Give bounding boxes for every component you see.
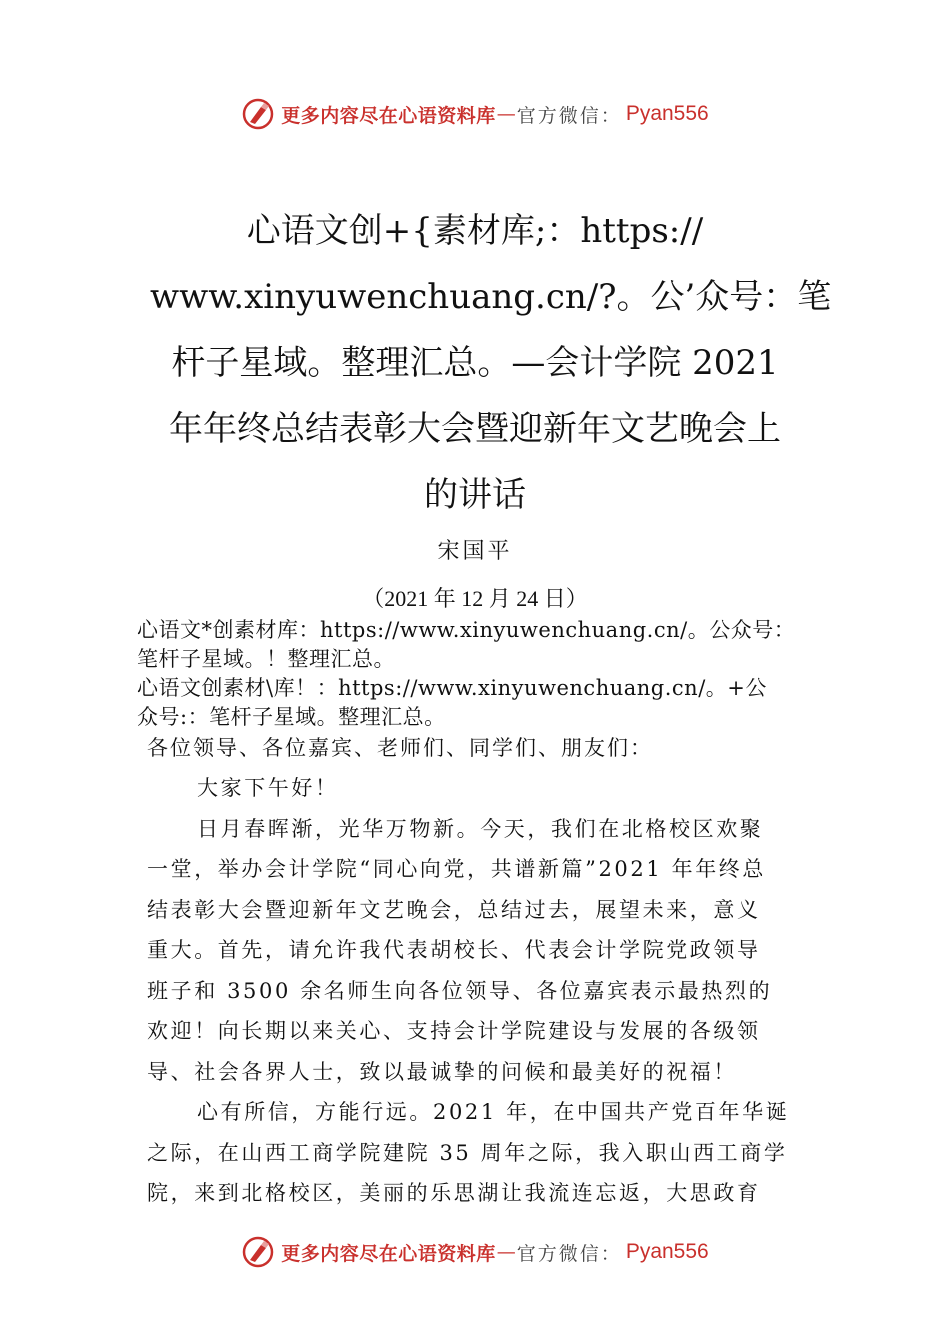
document-title [150,198,832,528]
banner-dash: — [496,103,516,125]
pen-nib-circle-icon [241,1235,275,1269]
body-line: 心有所信，方能行远。2021 年，在中国共产党百年华诞 [197,1100,790,1124]
pen-nib-circle-icon [241,97,275,131]
ad-line: 众号:：笔杆子星域。整理汇总。 [137,705,446,729]
banner-site-name: 更多内容尽在心语资料库 [281,104,496,127]
title-line: 杆子星域。整理汇总。—会计学院 2021 [171,343,779,383]
body-line: 大家下午好！ [197,776,339,800]
banner-wechat-id: Pyan556 [625,102,709,125]
salutation: 各位领导、各位嘉宾、老师们、同学们、朋友们： [147,736,653,760]
banner-site-name: 更多内容尽在心语资料库 [281,1242,496,1265]
title-line: 的讲话 [424,475,526,515]
banner-wechat-label: 官方微信： [516,104,622,127]
ad-block-1 [137,616,857,674]
title-line: www.xinyuwenchuang.cn/?。公’众号：笔 [150,277,832,317]
body-line: 一堂，举办会计学院“同心向党，共谱新篇”2021 年年终总 [147,857,766,881]
body-line: 结表彰大会暨迎新年文艺晚会，总结过去，展望未来，意义 [147,897,761,922]
banner-wechat-id: Pyan556 [625,1240,709,1263]
footer-banner [0,1232,950,1272]
ad-line: 心语文*创素材库：https://www.xinyuwenchuang.cn/。公众号： [137,618,796,642]
author-name: 宋国平 [437,539,513,564]
body-line: 日月春晖渐，光华万物新。今天，我们在北格校区欢聚 [197,816,764,841]
body-line: 欢迎！向长期以来关心、支持会计学院建设与发展的各级领 [147,1019,761,1043]
ad-line: 心语文创素材\库！：https://www.xinyuwenchuang.cn/。+公 [137,676,767,700]
header-banner [0,94,950,134]
ad-block-2 [137,674,857,732]
title-line: 年年终总结表彰大会暨迎新年文艺晚会上 [169,409,781,449]
body-line: 之际，在山西工商学院建院 35 周年之际，我入职山西工商学 [147,1140,788,1165]
body-line: 院，来到北格校区，美丽的乐思湖让我流连忘返，大思政育 [147,1181,761,1205]
body-line: 重大。首先，请允许我代表胡校长、代表会计学院党政领导 [147,938,761,962]
body-line: 导、社会各界人士，致以最诚挚的问候和最美好的祝福！ [147,1059,737,1084]
banner-wechat-label: 官方微信： [516,1242,622,1265]
banner-dash: — [496,1241,516,1263]
title-line: 心语文创+{素材库;：https:// [246,211,704,251]
ad-line: 笔杆子星域。！整理汇总。 [137,647,395,671]
body-line: 班子和 3500 余名师生向各位领导、各位嘉宾表示最热烈的 [147,978,773,1003]
speech-date: （2021 年 12 月 24 日） [362,586,588,611]
speech-body [147,768,807,1214]
